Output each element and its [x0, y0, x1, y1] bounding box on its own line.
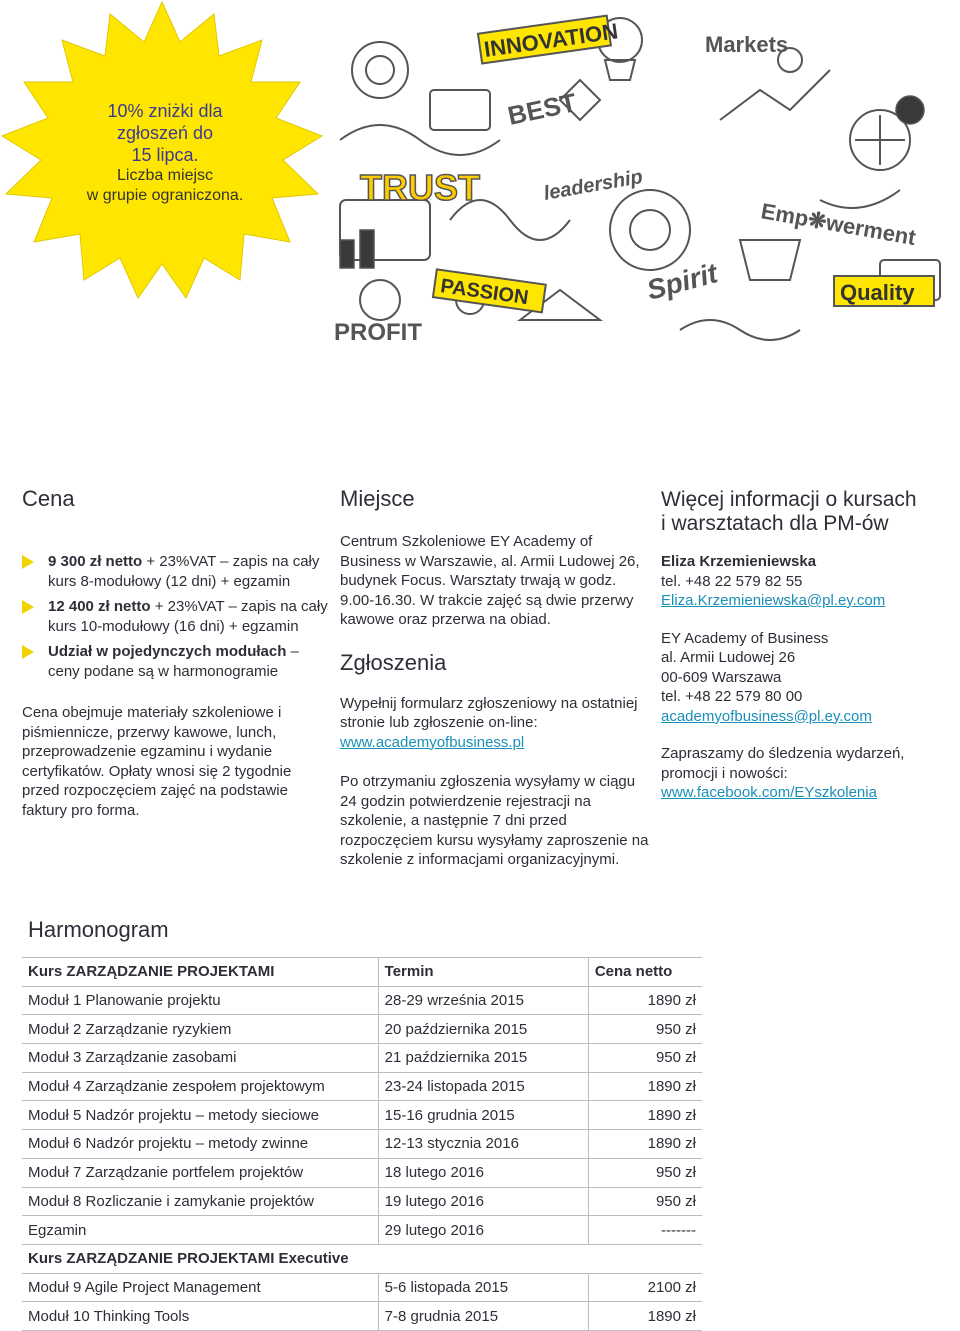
- row-course: Egzamin: [22, 1216, 378, 1245]
- table-header-row: [22, 958, 702, 987]
- row-price: 2100 zł: [588, 1273, 702, 1302]
- doodle-word-quality: Quality: [840, 280, 915, 305]
- org-email-link[interactable]: academyofbusiness@pl.ey.com: [661, 707, 872, 725]
- row-price: 950 zł: [588, 1015, 702, 1044]
- row-course: Moduł 6 Nadzór projektu – metody zwinne: [22, 1130, 378, 1159]
- row-term: 28-29 września 2015: [378, 986, 588, 1015]
- row-term: 29 lutego 2016: [378, 1216, 588, 1245]
- table-row: [22, 1216, 702, 1245]
- contact-email-link[interactable]: Eliza.Krzemieniewska@pl.ey.com: [661, 592, 886, 609]
- price-item: [22, 552, 332, 591]
- schedule-table: [22, 957, 702, 1331]
- row-course: Moduł 4 Zarządzanie zespołem projektowym: [22, 1072, 378, 1101]
- table-row: [22, 1158, 702, 1187]
- schedule-title: Harmonogram: [28, 917, 169, 942]
- row-course: Moduł 8 Rozliczanie i zamykanie projektów: [22, 1187, 378, 1216]
- price-item-text: + 23%VAT – zapis na cały kurs 8-modułowy (12 dni) + egzamin: [48, 553, 320, 590]
- org-phone: tel. +48 22 579 80 00: [661, 688, 803, 705]
- table-row: [22, 1015, 702, 1044]
- doodle-word-best: BEST: [505, 87, 580, 131]
- info-title-line-1: Więcej informacji o kursach: [661, 488, 917, 511]
- row-price: 950 zł: [588, 1187, 702, 1216]
- contact-phone: tel. +48 22 579 82 55: [661, 572, 803, 590]
- row-term: 12-13 stycznia 2016: [378, 1130, 588, 1159]
- info-section: [661, 488, 956, 803]
- promo-line-1: 10% zniżki dla: [107, 101, 223, 121]
- doodle-word-markets: Markets: [705, 32, 789, 57]
- place-section: [340, 486, 650, 870]
- row-course: Moduł 7 Zarządzanie portfelem projektów: [22, 1158, 378, 1187]
- row-course: Moduł 2 Zarządzanie ryzykiem: [22, 1015, 378, 1044]
- row-course: Moduł 9 Agile Project Management: [22, 1273, 378, 1302]
- header-price: Cena netto: [588, 958, 702, 987]
- price-item: [22, 597, 332, 636]
- doodle-word-empowerment: Emp❋werment: [759, 198, 918, 251]
- price-item-amount: 9 300 zł netto: [48, 553, 143, 570]
- row-term: 19 lutego 2016: [378, 1187, 588, 1216]
- promo-text: [40, 100, 290, 206]
- header-term: Termin: [378, 958, 588, 987]
- row-price: -------: [588, 1216, 702, 1245]
- info-title-line-2: i warsztatach dla PM-ów: [661, 512, 889, 535]
- table-row: [22, 1187, 702, 1216]
- row-price: 1890 zł: [588, 1130, 702, 1159]
- doodle-word-leadership: leadership: [542, 165, 645, 205]
- promo-line-4: Liczba miejsc: [116, 167, 214, 184]
- row-term: 5-6 listopada 2015: [378, 1273, 588, 1302]
- doodle-word-trust: TRUST: [360, 167, 480, 208]
- doodle-word-spirit: Spirit: [643, 257, 721, 306]
- row-course: Moduł 1 Planowanie projektu: [22, 986, 378, 1015]
- row-price: 950 zł: [588, 1044, 702, 1073]
- promo-line-5: w grupie ograniczona.: [86, 187, 244, 204]
- row-term: 7-8 grudnia 2015: [378, 1302, 588, 1331]
- price-item: [22, 642, 332, 681]
- row-term: 20 października 2015: [378, 1015, 588, 1044]
- price-note: Cena obejmuje materiały szkoleniowe i piśmiennicze, przerwy kawowe, lunch, przeprowadzenie egzaminu i wydanie certyfikatów. Opłaty wnosi się 2 tygodnie przed rozpoczęciem zajęć na podstawie faktury pro forma.: [22, 704, 292, 819]
- price-item-text: + 23%VAT – zapis na cały kurs 10-modułowy (16 dni) + egzamin: [48, 598, 328, 635]
- row-course: Moduł 10 Thinking Tools: [22, 1302, 378, 1331]
- bullet-triangle-icon: [22, 600, 34, 614]
- doodle-word-passion: PASSION: [439, 275, 530, 310]
- promo-line-3: 15 lipca.: [131, 145, 199, 165]
- org-name: EY Academy of Business: [661, 629, 829, 647]
- bullet-triangle-icon: [22, 555, 34, 569]
- row-price: 1890 zł: [588, 1072, 702, 1101]
- doodle-word-innovation: INNOVATION: [482, 18, 620, 62]
- bullet-triangle-icon: [22, 645, 34, 659]
- row-term: 23-24 listopada 2015: [378, 1072, 588, 1101]
- table-row: [22, 1273, 702, 1302]
- price-section: [22, 486, 332, 820]
- org-address-line-1: al. Armii Ludowej 26: [661, 649, 796, 666]
- follow-text: Zapraszamy do śledzenia wydarzeń, promocji i nowości:: [661, 745, 905, 782]
- table-row: [22, 1302, 702, 1331]
- table-row: [22, 1044, 702, 1073]
- row-term: 18 lutego 2016: [378, 1158, 588, 1187]
- header-course: Kurs ZARZĄDZANIE PROJEKTAMI: [22, 958, 378, 987]
- table-row: [22, 1101, 702, 1130]
- promo-line-2: zgłoszeń do: [116, 123, 214, 143]
- row-term: 15-16 grudnia 2015: [378, 1101, 588, 1130]
- row-term: 21 października 2015: [378, 1044, 588, 1073]
- row-course: Moduł 3 Zarządzanie zasobami: [22, 1044, 378, 1073]
- place-text: Centrum Szkoleniowe EY Academy of Business w Warszawie, al. Armii Ludowej 26, budynek Focus. Warsztaty trwają w godz. 9.00-16.30. W trakcie zajęć są dwie przerwy kawowe oraz przerwa na obiad.: [340, 533, 640, 628]
- row-price: 1890 zł: [588, 1302, 702, 1331]
- apply-title: Zgłoszenia: [340, 649, 447, 675]
- table-row: [22, 1130, 702, 1159]
- apply-confirmation-text: Po otrzymaniu zgłoszenia wysyłamy w ciągu 24 godzin potwierdzenie rejestracji na szkolenie, a następnie 7 dni przed rozpoczęciem kursu wysyłamy zaproszenie na szkolenie z informacjami organizacyjnymi.: [340, 773, 649, 868]
- contact-name: Eliza Krzemieniewska: [661, 553, 817, 570]
- facebook-link[interactable]: www.facebook.com/EYszkolenia: [661, 784, 877, 801]
- price-item-amount: Udział w pojedynczych modułach: [48, 643, 287, 660]
- row-price: 1890 zł: [588, 1101, 702, 1130]
- price-list: [22, 552, 332, 681]
- doodle-word-profit: PROFIT: [334, 319, 422, 346]
- table-section-row: [22, 1244, 702, 1273]
- table-row: [22, 986, 702, 1015]
- table-row: [22, 1072, 702, 1101]
- apply-text: Wypełnij formularz zgłoszeniowy na ostatniej stronie lub zgłoszenie on-line:: [340, 694, 638, 731]
- apply-link[interactable]: www.academyofbusiness.pl: [340, 733, 525, 751]
- price-title: Cena: [22, 486, 75, 511]
- section-executive-title: Kurs ZARZĄDZANIE PROJEKTAMI Executive: [22, 1244, 702, 1273]
- business-doodle-illustration: [320, 0, 960, 350]
- row-course: Moduł 5 Nadzór projektu – metody sieciowe: [22, 1101, 378, 1130]
- row-price: 950 zł: [588, 1158, 702, 1187]
- place-title: Miejsce: [340, 486, 415, 511]
- price-item-amount: 12 400 zł netto: [48, 598, 151, 615]
- org-address-line-2: 00-609 Warszawa: [661, 668, 782, 686]
- row-price: 1890 zł: [588, 986, 702, 1015]
- price-item-text: – ceny podane są w harmonogramie: [48, 643, 299, 680]
